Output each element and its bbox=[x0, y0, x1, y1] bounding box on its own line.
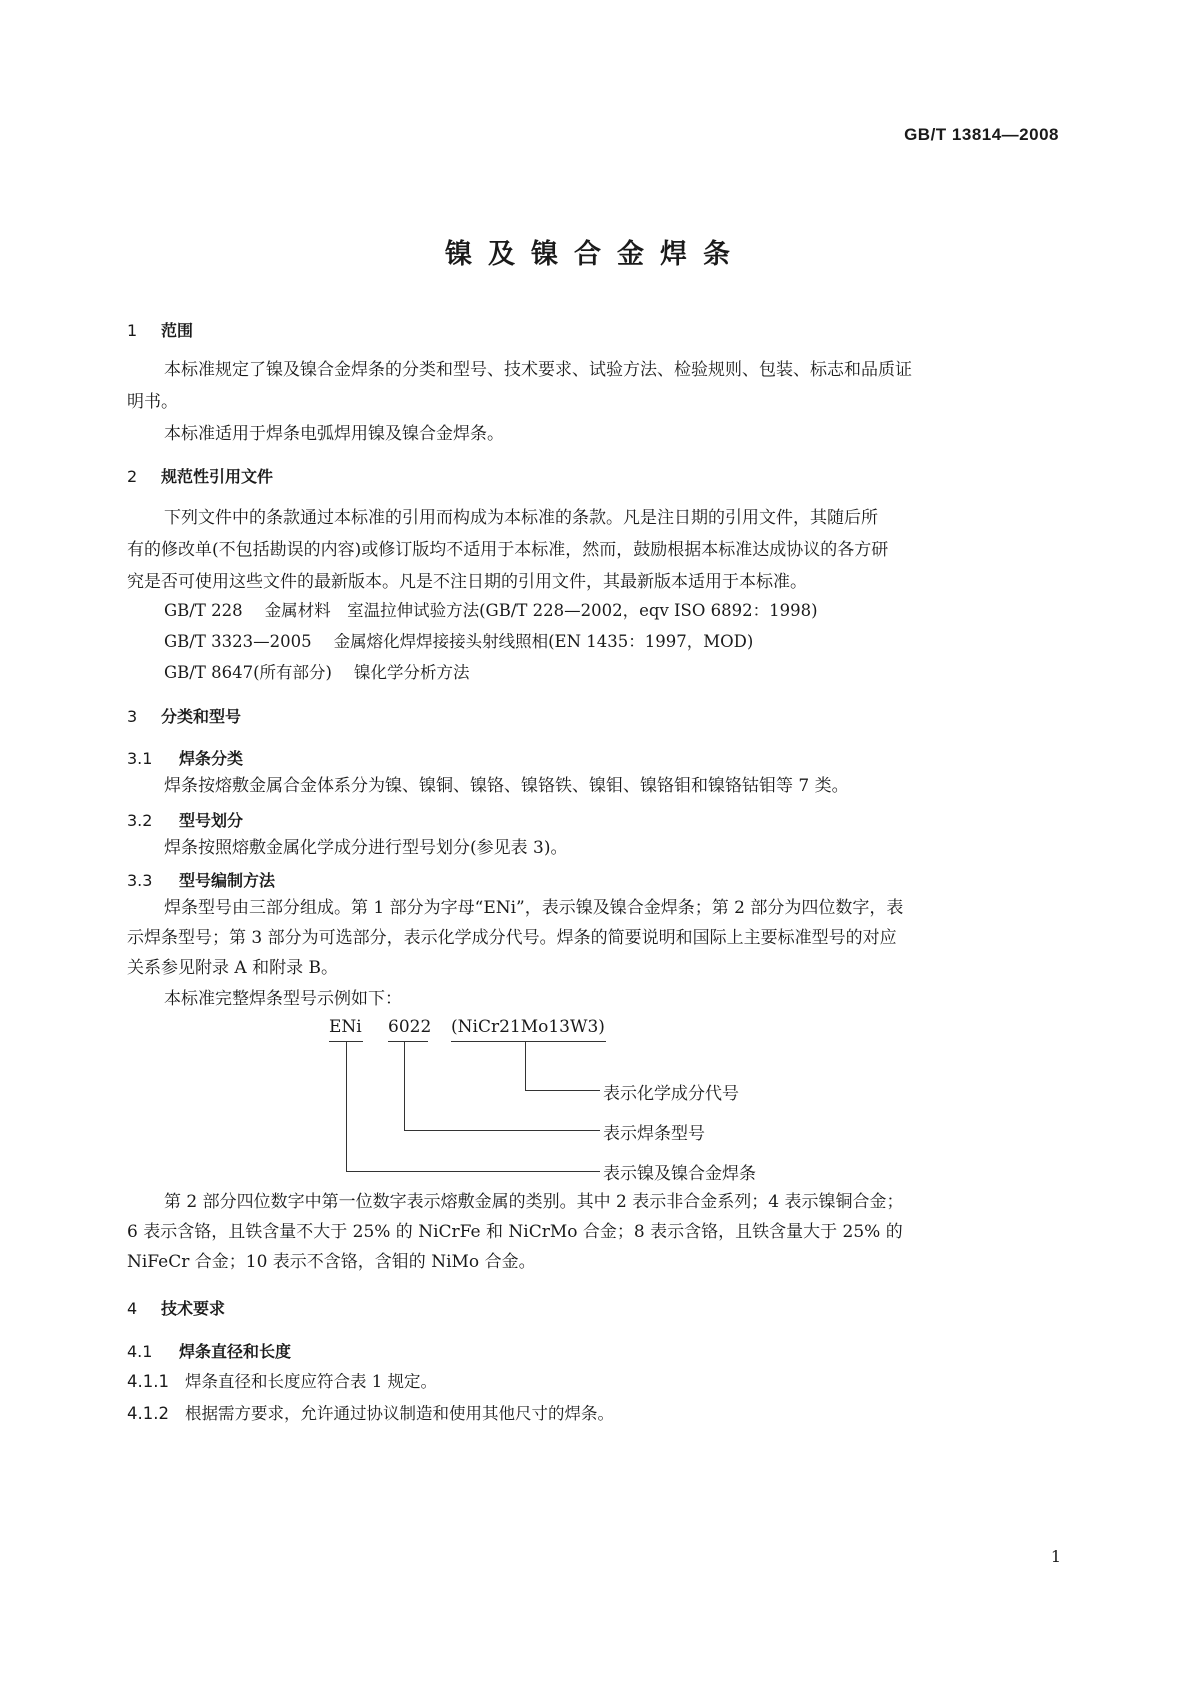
leader-horizontal-1 bbox=[346, 1171, 600, 1172]
legend-chemical-code: 表示化学成分代号 bbox=[603, 1084, 739, 1104]
paragraph-line: 关系参见附录 A 和附录 B。 bbox=[127, 958, 338, 978]
section-4-heading bbox=[127, 1296, 225, 1319]
section-number: 3 bbox=[127, 707, 138, 726]
section-title: 范围 bbox=[161, 321, 194, 340]
paragraph-line: 明书。 bbox=[127, 392, 178, 412]
legend-electrode-type: 表示焊条型号 bbox=[603, 1124, 705, 1144]
underline-part-2 bbox=[388, 1041, 428, 1042]
paragraph-line: NiFeCr 合金；10 表示不含铬，含钼的 NiMo 合金。 bbox=[127, 1252, 536, 1272]
paragraph-line: 有的修改单(不包括勘误的内容)或修订版均不适用于本标准，然而，鼓励根据本标准达成协议的各方研 bbox=[127, 540, 889, 560]
reference-code: GB/T 3323—2005 bbox=[164, 632, 312, 651]
paragraph-line: 下列文件中的条款通过本标准的引用而构成为本标准的条款。凡是注日期的引用文件，其随后所 bbox=[164, 508, 878, 528]
leader-horizontal-2 bbox=[404, 1130, 600, 1131]
underline-part-3 bbox=[451, 1041, 606, 1042]
reference-title: 镍化学分析方法 bbox=[353, 663, 470, 682]
paragraph-line: 本标准规定了镍及镍合金焊条的分类和型号、技术要求、试验方法、检验规则、包装、标志和品质证 bbox=[164, 360, 912, 380]
subsection-number: 3.1 bbox=[127, 749, 153, 768]
example-part-3: (NiCr21Mo13W3) bbox=[451, 1017, 605, 1037]
subsection-3-2-heading bbox=[127, 808, 243, 831]
section-3-heading bbox=[127, 704, 241, 727]
subsection-title: 型号划分 bbox=[179, 811, 244, 830]
normative-reference bbox=[164, 597, 818, 621]
paragraph-line: 第 2 部分四位数字中第一位数字表示熔敷金属的类别。其中 2 表示非合金系列；4 表示镍铜合金； bbox=[164, 1192, 904, 1212]
paragraph-line: 焊条按熔敷金属合金体系分为镍、镍铜、镍铬、镍铬铁、镍钼、镍铬钼和镍铬钴钼等 7 类。 bbox=[164, 776, 849, 796]
example-part-2: 6022 bbox=[388, 1017, 432, 1037]
section-title: 规范性引用文件 bbox=[161, 467, 274, 486]
section-number: 2 bbox=[127, 467, 138, 486]
section-1-heading bbox=[127, 318, 193, 341]
leader-vertical-1 bbox=[346, 1042, 347, 1172]
paragraph-line: 焊条按照熔敷金属化学成分进行型号划分(参见表 3)。 bbox=[164, 838, 568, 858]
reference-title: 金属材料 室温拉伸试验方法(GB/T 228—2002，eqv ISO 6892：1998) bbox=[264, 601, 818, 620]
subsection-3-1-heading bbox=[127, 746, 243, 769]
leader-vertical-3 bbox=[525, 1042, 526, 1091]
example-part-1: ENi bbox=[329, 1017, 362, 1037]
paragraph-line: 本标准完整焊条型号示例如下： bbox=[164, 989, 402, 1009]
section-number: 4 bbox=[127, 1299, 138, 1318]
page-number: 1 bbox=[1050, 1547, 1061, 1566]
subsection-4-1-heading bbox=[127, 1339, 291, 1362]
legend-nickel-electrode: 表示镍及镍合金焊条 bbox=[603, 1164, 756, 1184]
clause-text: 根据需方要求，允许通过协议制造和使用其他尺寸的焊条。 bbox=[185, 1404, 614, 1423]
standard-number: GB/T 13814—2008 bbox=[904, 125, 1059, 144]
normative-reference bbox=[164, 628, 753, 652]
clause-number: 4.1.1 bbox=[127, 1372, 169, 1391]
clause-4-1-2 bbox=[127, 1400, 614, 1424]
reference-code: GB/T 228 bbox=[164, 601, 243, 620]
clause-text: 焊条直径和长度应符合表 1 规定。 bbox=[185, 1372, 437, 1391]
subsection-3-3-heading bbox=[127, 868, 275, 891]
section-title: 技术要求 bbox=[161, 1299, 226, 1318]
subsection-number: 4.1 bbox=[127, 1342, 153, 1361]
paragraph-line: 示焊条型号；第 3 部分为可选部分，表示化学成分代号。焊条的简要说明和国际上主要标准型号的对应 bbox=[127, 928, 897, 948]
paragraph-line: 6 表示含铬，且铁含量不大于 25% 的 NiCrFe 和 NiCrMo 合金；8 表示含铬，且铁含量大于 25% 的 bbox=[127, 1222, 903, 1242]
subsection-title: 焊条分类 bbox=[179, 749, 244, 768]
subsection-number: 3.3 bbox=[127, 871, 153, 890]
paragraph-line: 焊条型号由三部分组成。第 1 部分为字母“ENi”，表示镍及镍合金焊条；第 2 部分为四位数字，表 bbox=[164, 898, 904, 918]
subsection-title: 型号编制方法 bbox=[179, 871, 276, 890]
clause-4-1-1 bbox=[127, 1368, 437, 1392]
clause-number: 4.1.2 bbox=[127, 1404, 169, 1423]
document-title: 镍及镍合金焊条 bbox=[445, 239, 746, 270]
reference-code: GB/T 8647(所有部分) bbox=[164, 663, 332, 682]
leader-horizontal-3 bbox=[525, 1090, 600, 1091]
section-number: 1 bbox=[127, 321, 138, 340]
subsection-number: 3.2 bbox=[127, 811, 153, 830]
paragraph-line: 本标准适用于焊条电弧焊用镍及镍合金焊条。 bbox=[164, 424, 504, 444]
section-title: 分类和型号 bbox=[161, 707, 242, 726]
normative-reference bbox=[164, 659, 469, 683]
paragraph-line: 究是否可使用这些文件的最新版本。凡是不注日期的引用文件，其最新版本适用于本标准。 bbox=[127, 572, 807, 592]
leader-vertical-2 bbox=[404, 1042, 405, 1131]
reference-title: 金属熔化焊焊接接头射线照相(EN 1435：1997，MOD) bbox=[333, 632, 754, 651]
subsection-title: 焊条直径和长度 bbox=[179, 1342, 292, 1361]
section-2-heading bbox=[127, 464, 273, 487]
